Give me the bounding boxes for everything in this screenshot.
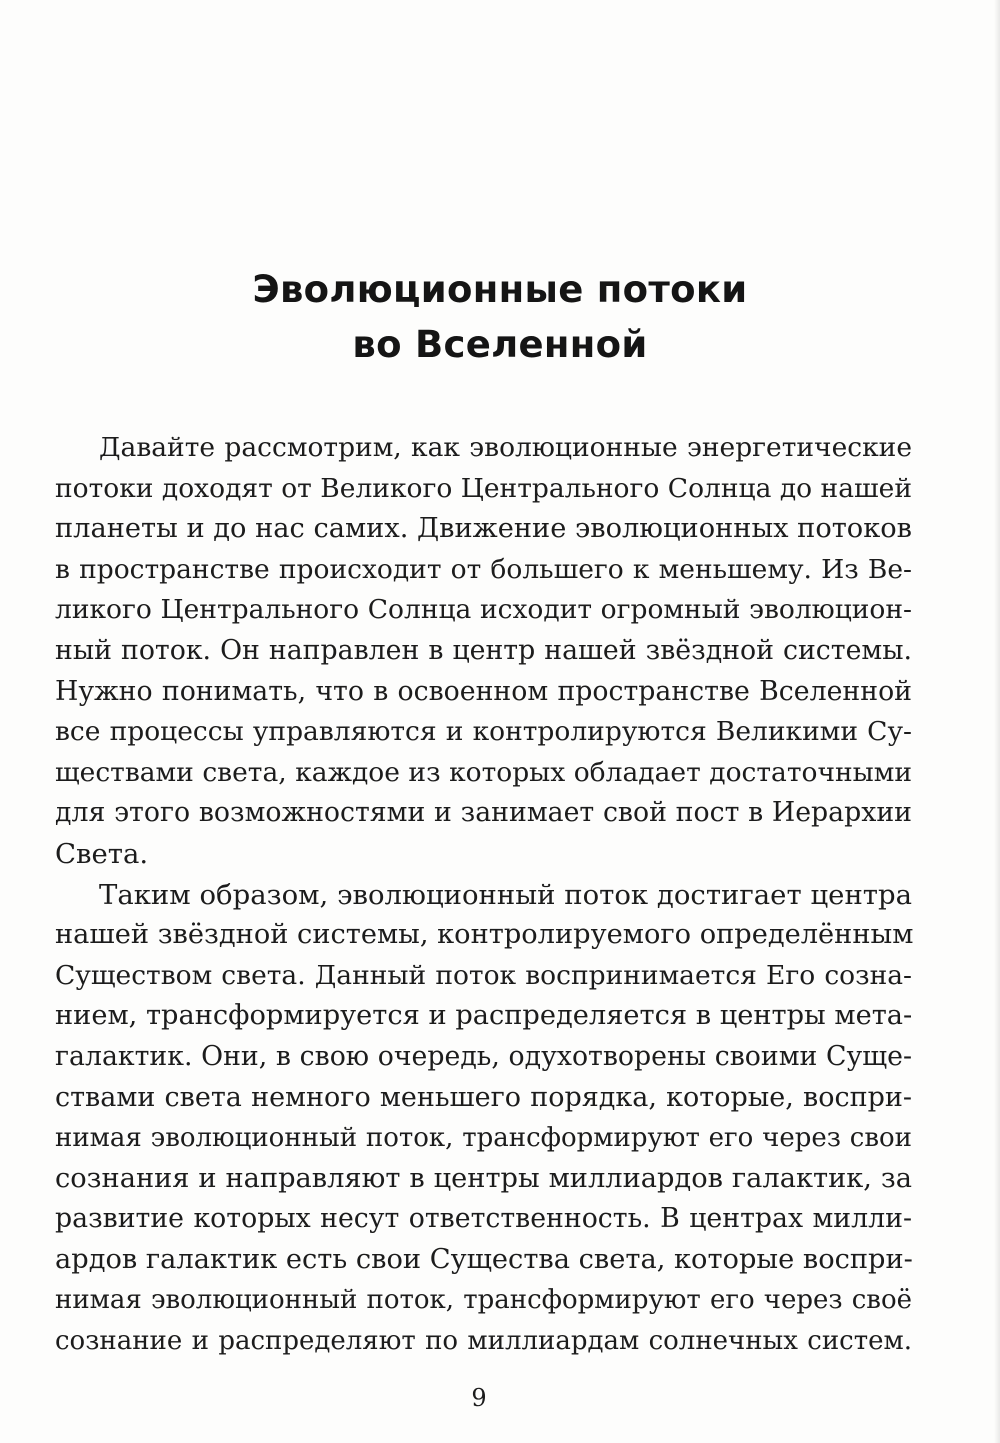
paragraph-1-line: в пространстве происходит от большего к меньшему. Из Ве-: [55, 553, 912, 585]
paragraph-2-line: ствами света немного меньшего порядка, которые, воспри-: [55, 1081, 912, 1113]
page-edge-shadow: [994, 0, 1000, 1443]
paragraph-1-line: ликого Центрального Солнца исходит огромный эволюцион-: [55, 594, 912, 626]
page-number: 9: [471, 1384, 487, 1412]
paragraph-2-line: нием, трансформируется и распределяется в центры мета-: [55, 1000, 913, 1032]
paragraph-1-line: Нужно понимать, что в освоенном пространстве Вселенной: [55, 675, 912, 707]
paragraph-2-line: нимая эволюционный поток, трансформируют его через свои: [55, 1123, 912, 1154]
chapter-title-line-2: во Вселенной: [352, 323, 648, 366]
paragraph-1-line: потоки доходят от Великого Центрального Солнца до нашей: [55, 472, 912, 504]
paragraph-2-line: галактик. Они, в свою очередь, одухотворены своими Суще-: [55, 1040, 912, 1072]
paragraph-1-line: Давайте рассмотрим, как эволюционные энергетические: [99, 432, 912, 463]
paragraph-1-line: планеты и до нас самих. Движение эволюционных потоков: [55, 513, 912, 545]
paragraph-2-line: нашей звёздной системы, контролируемого определённым: [55, 919, 914, 951]
chapter-title: [0, 262, 1000, 372]
paragraph-2-line: нимая эволюционный поток, трансформируют его через своё: [55, 1285, 912, 1316]
paragraph-1-line: все процессы управляются и контролируются Великими Су-: [55, 716, 912, 748]
paragraph-2-line: развитие которых несут ответственность. В центрах милли-: [55, 1203, 912, 1235]
chapter-title-line-1: Эволюционные потоки: [252, 268, 748, 311]
body-text: [55, 428, 912, 1362]
paragraph-1-line: Света.: [55, 837, 149, 870]
paragraph-1-line: для этого возможностями и занимает свой пост в Иерархии: [55, 797, 912, 829]
paragraph-1-line: ществами света, каждое из которых обладает достаточными: [55, 756, 912, 788]
paragraph-2-line: сознание и распределяют по миллиардам солнечных систем.: [55, 1326, 912, 1357]
paragraph-2-line: сознания и направляют в центры миллиардов галактик, за: [55, 1162, 912, 1194]
paragraph-2-line: ардов галактик есть свои Существа света, которые воспри-: [55, 1243, 913, 1275]
paragraph-2-line: Существом света. Данный поток воспринимается Его созна-: [55, 959, 912, 991]
paragraph-2-line: Таким образом, эволюционный поток достигает центра: [99, 878, 912, 911]
paragraph-1-line: ный поток. Он направлен в центр нашей звёздной системы.: [55, 634, 912, 666]
